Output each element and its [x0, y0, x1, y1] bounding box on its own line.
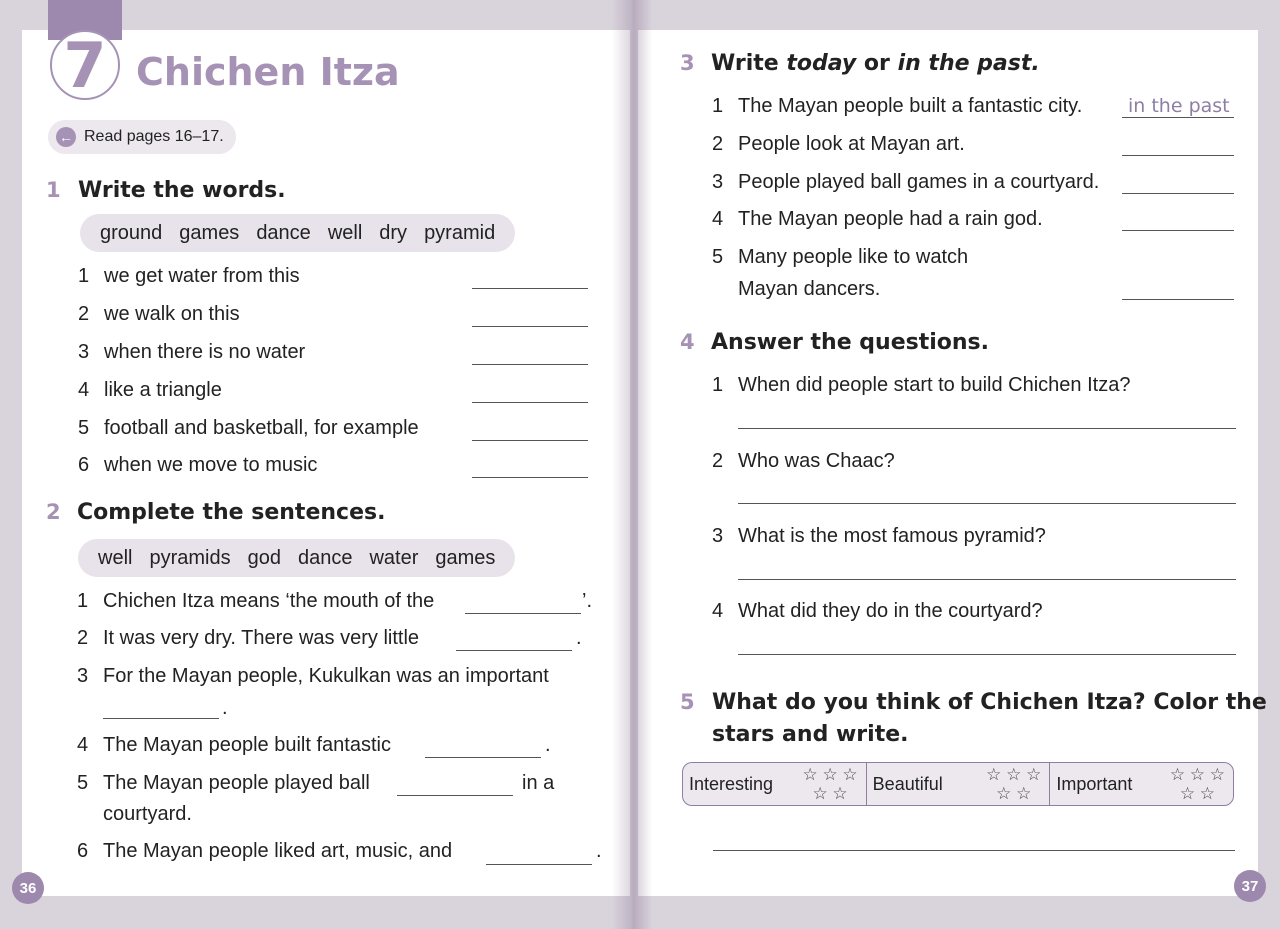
word: water	[369, 546, 419, 569]
ex1-item-number: 6	[78, 454, 90, 476]
page-number-right: 37	[1234, 870, 1266, 902]
exercise-4-title: Answer the questions.	[711, 330, 990, 355]
ex2-item-text: For the Mayan people, Kukulkan was an important	[103, 665, 549, 687]
exercise-3-number: 3	[680, 51, 695, 75]
word: pyramids	[149, 546, 231, 569]
ex1-item-number: 4	[78, 379, 90, 401]
word: games	[435, 546, 496, 569]
exercise-5-title: What do you think of Chichen Itza? Color the	[712, 690, 1267, 715]
ex1-item-text: football and basketball, for example	[104, 417, 419, 439]
star-rating[interactable]	[986, 765, 1041, 803]
rating-label: Beautiful	[872, 773, 943, 794]
ex4-item-number: 2	[712, 450, 724, 472]
exercise-1-word-box	[80, 214, 515, 252]
ex3-answer-line[interactable]	[1122, 230, 1234, 231]
ex3-answer-line[interactable]	[1122, 155, 1234, 156]
ex1-item-number: 2	[78, 303, 90, 325]
ex3-item-number: 2	[712, 133, 724, 155]
ex1-answer-line[interactable]	[472, 402, 588, 403]
ex4-item-text: What did they do in the courtyard?	[738, 600, 1043, 622]
ex1-item-number: 1	[78, 265, 90, 287]
star-icons[interactable]: ☆ ☆	[812, 784, 848, 803]
ex3-item-number: 4	[712, 208, 724, 230]
exercise-5-title-cont: stars and write.	[712, 722, 909, 747]
ex2-item-number: 1	[77, 590, 89, 612]
ex2-item-punct: .	[545, 734, 551, 756]
ex2-item-text: Chichen Itza means ‘the mouth of the	[103, 590, 435, 612]
exercise-1-title: Write the words.	[78, 178, 286, 203]
ex1-answer-line[interactable]	[472, 288, 588, 289]
rating-cell-interesting	[683, 763, 867, 805]
word: dry	[379, 221, 408, 244]
ex2-item-number: 3	[77, 665, 89, 687]
star-rating[interactable]	[1170, 765, 1225, 803]
ex2-item-punct: .	[576, 627, 582, 649]
exercise-2-word-box	[78, 539, 515, 577]
ex3-title-past: in the past.	[897, 51, 1040, 76]
read-pages-note	[48, 120, 236, 154]
ex4-answer-line[interactable]	[738, 654, 1236, 655]
ex4-item-text: What is the most famous pyramid?	[738, 525, 1046, 547]
exercise-5-number: 5	[680, 690, 695, 714]
ex1-answer-line[interactable]	[472, 364, 588, 365]
word: games	[179, 221, 240, 244]
star-icons[interactable]: ☆ ☆	[996, 784, 1032, 803]
ex3-title-part: or	[856, 51, 898, 76]
book-gutter	[612, 0, 652, 929]
ex5-answer-line[interactable]	[713, 850, 1235, 851]
ex3-title-today: today	[786, 51, 857, 76]
word: well	[98, 546, 133, 569]
arrow-left-icon: ←	[56, 127, 76, 147]
ex1-item-text: when there is no water	[104, 341, 306, 363]
star-icons[interactable]: ☆ ☆ ☆	[802, 765, 858, 784]
ex2-item-text-cont: courtyard.	[103, 803, 192, 825]
unit-number: 7	[63, 29, 107, 102]
ex2-answer-line[interactable]	[425, 757, 541, 758]
ex2-answer-line[interactable]	[465, 613, 581, 614]
ex1-item-text: we walk on this	[104, 303, 240, 325]
ex2-item-number: 4	[77, 734, 89, 756]
word: ground	[100, 221, 163, 244]
ex4-item-text: Who was Chaac?	[738, 450, 895, 472]
ex2-item-text: The Mayan people built fantastic	[103, 734, 391, 756]
exercise-2-title: Complete the sentences.	[77, 500, 386, 525]
ex3-answer-line[interactable]	[1122, 299, 1234, 300]
unit-title: Chichen Itza	[136, 50, 400, 94]
ex3-item-text-cont: Mayan dancers.	[738, 278, 881, 300]
ex3-answer-line[interactable]	[1122, 117, 1234, 118]
ex1-answer-line[interactable]	[472, 326, 588, 327]
ex3-answer-line[interactable]	[1122, 193, 1234, 194]
ex2-item-punct: ’.	[582, 590, 592, 612]
ex2-item-punct: .	[222, 697, 228, 719]
rating-label: Interesting	[689, 773, 774, 794]
exercise-1-number: 1	[46, 178, 61, 202]
ex2-item-text: The Mayan people liked art, music, and	[103, 840, 453, 862]
ex2-answer-line[interactable]	[397, 795, 513, 796]
ex1-answer-line[interactable]	[472, 440, 588, 441]
exercise-2-number: 2	[46, 500, 61, 524]
rating-cell-important	[1050, 763, 1233, 805]
ex3-item-text: The Mayan people had a rain god.	[738, 208, 1043, 230]
star-rating[interactable]	[803, 765, 858, 803]
ex1-item-number: 3	[78, 341, 90, 363]
ex4-answer-line[interactable]	[738, 503, 1236, 504]
word: dance	[256, 221, 311, 244]
ex4-item-number: 1	[712, 374, 724, 396]
ex3-title-part: Write	[711, 51, 787, 76]
page-number-left: 36	[12, 872, 44, 904]
ex2-answer-line[interactable]	[103, 718, 219, 719]
ex2-answer-line[interactable]	[486, 864, 592, 865]
ex4-item-text: When did people start to build Chichen Itza?	[738, 374, 1131, 396]
ex2-item-number: 2	[77, 627, 89, 649]
read-pages-text: Read pages 16–17.	[84, 128, 224, 145]
ex4-item-number: 3	[712, 525, 724, 547]
word: god	[247, 546, 281, 569]
ex1-item-text: like a triangle	[104, 379, 222, 401]
star-icons[interactable]: ☆ ☆ ☆	[986, 765, 1042, 784]
word: well	[327, 221, 363, 244]
ex3-item-text: The Mayan people built a fantastic city.	[738, 95, 1083, 117]
ex2-item-text: The Mayan people played ball	[103, 772, 370, 794]
ex3-item-number: 3	[712, 171, 724, 193]
ex2-item-number: 6	[77, 840, 89, 862]
ex3-item-text: People look at Mayan art.	[738, 133, 965, 155]
ex2-item-number: 5	[77, 772, 89, 794]
ex3-example-answer: in the past	[1128, 95, 1230, 117]
exercise-3-title	[711, 51, 1040, 76]
ex1-item-number: 5	[78, 417, 90, 439]
rating-label: Important	[1056, 773, 1133, 794]
ex4-answer-line[interactable]	[738, 579, 1236, 580]
star-icons[interactable]: ☆ ☆	[1179, 784, 1216, 803]
star-icons[interactable]: ☆ ☆ ☆	[1169, 765, 1226, 784]
exercise-4-number: 4	[680, 330, 695, 354]
ex4-item-number: 4	[712, 600, 724, 622]
ex4-answer-line[interactable]	[738, 428, 1236, 429]
ex1-answer-line[interactable]	[472, 477, 588, 478]
ex3-item-number: 1	[712, 95, 724, 117]
ex3-item-text: Many people like to watch	[738, 246, 969, 268]
unit-number-badge	[50, 30, 120, 100]
ex3-item-number: 5	[712, 246, 724, 268]
ex1-item-text: we get water from this	[104, 265, 300, 287]
ex2-item-punct: .	[596, 840, 602, 862]
word: dance	[297, 546, 353, 569]
word: pyramid	[424, 221, 496, 244]
rating-table	[682, 762, 1234, 806]
ex2-item-text: It was very dry. There was very little	[103, 627, 420, 649]
ex3-item-text: People played ball games in a courtyard.	[738, 171, 1100, 193]
ex1-item-text: when we move to music	[104, 454, 318, 476]
ex2-answer-line[interactable]	[456, 650, 572, 651]
ex2-item-after: in a	[522, 772, 555, 794]
rating-cell-beautiful	[867, 763, 1051, 805]
